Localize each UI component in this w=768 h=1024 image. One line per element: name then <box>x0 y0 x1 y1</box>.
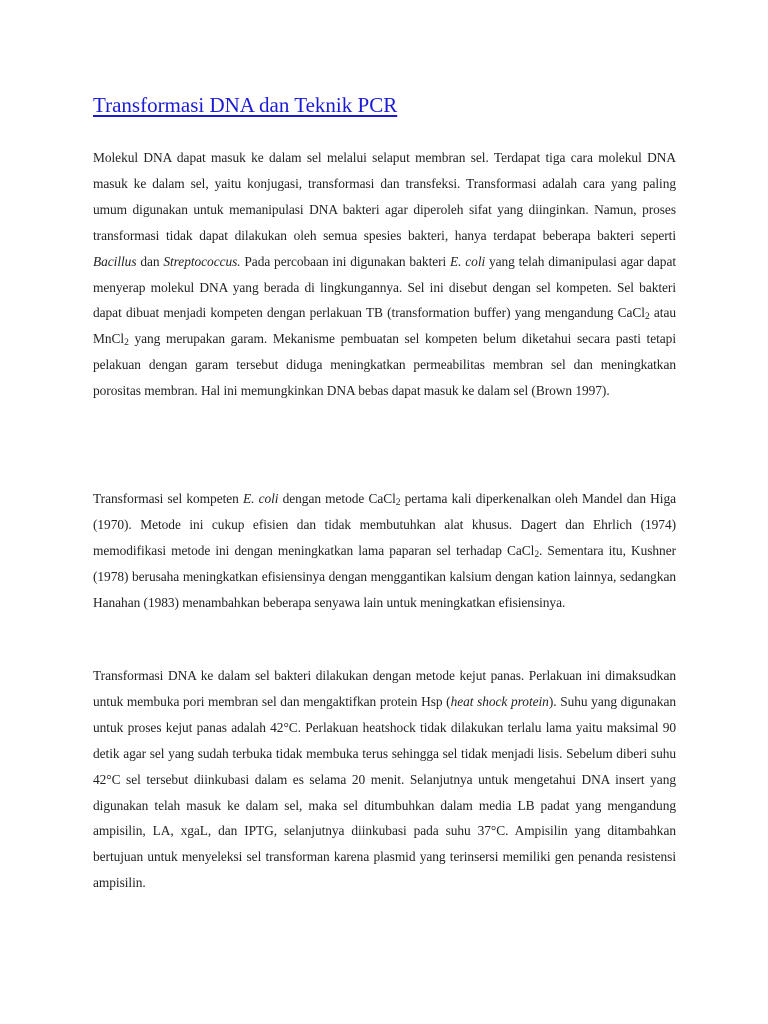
page-title: Transformasi DNA dan Teknik PCR <box>93 93 398 117</box>
paragraph-text: ). Suhu yang digunakan untuk proses kejut panas adalah 42°C. Perlakuan heatshock tidak dilakukan terlalu lama yaitu maksimal 90 detik agar sel yang sudah terbuka tidak membuka terus sehingga sel tidak menjadi lisis. Sebelum diberi suhu 42°C sel tersebut diinkubasi dalam es selama 20 menit. Selanjutnya untuk mengetahui DNA insert yang digunakan telah masuk ke dalam sel, maka sel ditumbuhkan dalam media LB padat yang mengandung ampisilin, LA, xgaL, dan IPTG, selanjutnya diinkubasi pada suhu 37°C. Ampisilin yang ditambahkan bertujuan untuk menyeleksi sel transforman karena plasmid yang terinsersi memiliki gen penanda resistensi ampisilin. <box>93 693 677 891</box>
paragraph-text: Molekul DNA dapat masuk ke dalam sel melalui selaput membran sel. Terdapat tiga cara molekul DNA masuk ke dalam sel, yaitu konjugasi, transformasi dan transfeksi. Transformasi adalah cara yang paling umum digunakan untuk memanipulasi DNA bakteri agar diperoleh sifat yang diinginkan. Namun, proses transformasi tidak dapat dilakukan oleh semua spesies bakteri, hanya terdapat beberapa bakteri seperti <box>93 150 676 243</box>
paragraph-text: pertama kali diperkenalkan oleh Mandel dan Higa (1970). Metode ini cukup efisien dan tidak membutuhkan alat khusus. Dagert dan Ehrlich (1974) memodifikasi metode ini dengan meningkatkan lama paparan sel terhadap CaCl <box>93 491 676 558</box>
subscript-text: 2 <box>644 312 650 323</box>
paragraph <box>93 663 676 896</box>
paragraph-text: . Sementara itu, Kushner (1978) berusaha meningkatkan efisiensinya dengan menggantikan kalsium dengan kation lainnya, sedangkan Hanahan (1983) menambahkan beberapa senyawa lain untuk meningkatkan efisiensinya. <box>93 542 676 610</box>
italic-text: Bacillus <box>93 253 137 269</box>
italic-text: Streptococcus. <box>163 253 241 269</box>
paragraph-text: Pada percobaan ini digunakan bakteri <box>240 253 451 269</box>
paragraph-text: Transformasi sel kompeten <box>93 491 243 506</box>
subscript-text: 2 <box>124 338 129 349</box>
italic-text: heat shock protein <box>450 693 549 709</box>
paragraph-text: yang telah dimanipulasi agar dapat menyerap molekul DNA yang berada di lingkungannya. Sel ini disebut dengan sel kompeten. Sel bakteri dapat dibuat menjadi kompeten dengan perlakuan TB (transformation buffer) yang mengandung CaCl <box>93 253 677 321</box>
paragraph-text: yang merupakan garam. Mekanisme pembuatan sel kompeten belum diketahui secara pasti tetapi pelakuan dengan garam tersebut diduga meningkatkan permeabilitas membran sel dan meningkatkan porositas membran. Hal ini memungkinkan DNA bebas dapat masuk ke dalam sel (Brown 1997). <box>93 331 676 399</box>
paragraph-text: atau MnCl <box>93 305 676 347</box>
subscript-text: 2 <box>534 549 540 560</box>
italic-text: E. coli <box>242 491 279 506</box>
italic-text: E. coli <box>450 253 486 269</box>
paragraph <box>93 145 676 404</box>
paragraph-text: dan <box>136 253 164 269</box>
paragraph-text: dengan metode CaCl <box>278 491 396 506</box>
paragraph <box>93 486 676 616</box>
paragraph-text: Transformasi DNA ke dalam sel bakteri dilakukan dengan metode kejut panas. Perlakuan ini dimaksudkan untuk membuka pori membran sel dan mengaktifkan protein Hsp ( <box>93 668 676 709</box>
subscript-text: 2 <box>395 498 401 508</box>
